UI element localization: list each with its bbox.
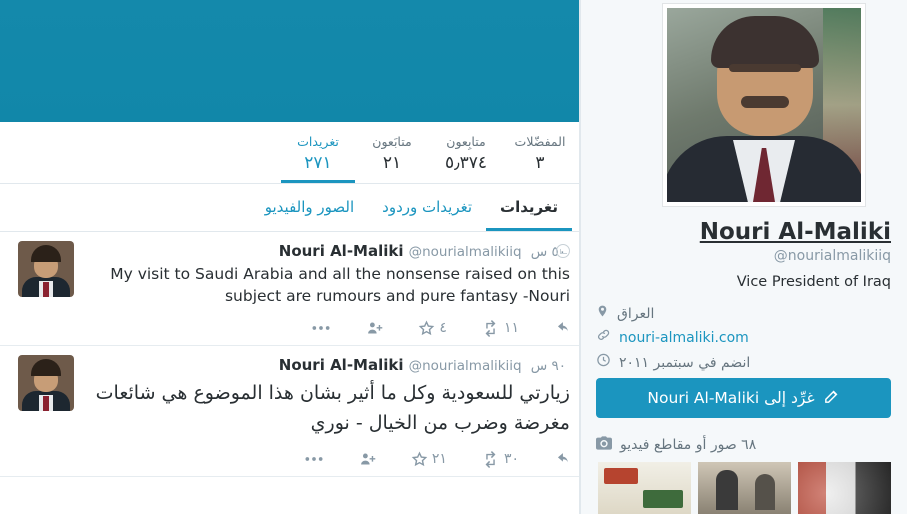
tweet-retweet-button[interactable]: [481, 320, 519, 337]
stats-list: [281, 122, 577, 184]
reply-indicator-icon: [556, 244, 570, 258]
tweet-fullname[interactable]: Nouri Al-Maliki: [278, 242, 404, 260]
tweet-retweet-button[interactable]: [481, 451, 519, 468]
tab-tweets[interactable]: تغريدات: [486, 184, 572, 231]
profile-sidebar: [580, 0, 907, 514]
stat-favorites[interactable]: [503, 122, 577, 183]
tweet-header: [10, 355, 570, 472]
link-icon: [596, 327, 611, 349]
tweet-actions: [74, 315, 570, 341]
tab-photos-videos[interactable]: الصور والفيديو: [264, 198, 355, 216]
tweet-favorite-button[interactable]: [418, 320, 447, 337]
photos-header[interactable]: [596, 436, 891, 454]
stat-following-label: متابَعون: [372, 134, 412, 149]
tweet-follow-button[interactable]: [365, 320, 384, 337]
tweet-favorite-count: ٢١: [431, 451, 447, 467]
tweet-content: [74, 355, 570, 472]
tweet-handle[interactable]: @nourialmalikiiq: [408, 244, 522, 260]
stat-followers-label: متابِعون: [446, 134, 486, 149]
tweet-to-user-label: غرِّد إلى Nouri Al-Maliki: [647, 389, 815, 407]
avatar[interactable]: [18, 355, 74, 411]
timeline-tabs: [251, 184, 572, 231]
stat-following[interactable]: [355, 122, 429, 183]
profile-bio: Vice President of Iraq: [736, 274, 891, 290]
profile-photo[interactable]: [663, 4, 865, 206]
tweet-item[interactable]: [0, 346, 580, 477]
stat-followers[interactable]: [429, 122, 503, 183]
stat-tweets-value: ٢٧١: [304, 153, 332, 173]
tweet-reply-button[interactable]: [553, 320, 570, 337]
stat-tweets-label: تغريدات: [297, 134, 339, 149]
tweet-reply-button[interactable]: [553, 451, 570, 468]
compose-icon: [823, 388, 840, 409]
tweet-favorite-count: ٤: [439, 320, 447, 336]
tweet-follow-button[interactable]: [358, 451, 377, 468]
profile-joined: [596, 352, 891, 374]
profile-location-text: العراق: [617, 306, 655, 322]
tweet-author-line: [74, 241, 570, 262]
tweet-author-line: [74, 355, 570, 376]
profile-joined-text: انضم في سبتمبر ٢٠١١: [619, 355, 751, 371]
timeline[interactable]: [0, 232, 580, 514]
tweet-timestamp: ٩٠ س: [530, 358, 566, 374]
photos-grid: [596, 462, 891, 514]
profile-location: [596, 303, 891, 325]
tweet-text: My visit to Saudi Arabia and all the nonsense raised on this subject are rumours and pure fantasy -Nouri: [110, 265, 570, 305]
tweet-header: [10, 241, 570, 341]
stat-tweets[interactable]: [281, 122, 355, 183]
clock-icon: [596, 352, 611, 374]
avatar[interactable]: [18, 241, 74, 297]
tweet-favorite-button[interactable]: [411, 451, 447, 468]
tweet-timestamp: ٥٠ س: [530, 244, 566, 260]
camera-icon: [596, 436, 612, 454]
tweet-content: [74, 241, 570, 341]
tweet-more-button[interactable]: [304, 455, 324, 463]
timeline-tabs-bar: [0, 184, 580, 232]
tweet-fullname[interactable]: Nouri Al-Maliki: [278, 356, 404, 374]
tweet-actions: [74, 446, 570, 472]
profile-handle[interactable]: @nourialmalikiiq: [773, 248, 891, 264]
profile-website-link[interactable]: nouri-almaliki.com: [619, 330, 749, 346]
photo-thumbnail[interactable]: [698, 462, 791, 514]
tweet-more-button[interactable]: [311, 324, 331, 332]
profile-website[interactable]: [596, 327, 891, 349]
tweet-item[interactable]: [0, 232, 580, 346]
tweet-to-user-button[interactable]: [596, 378, 891, 418]
tweet-text: زيارتي للسعودية وكل ما أثير بشان هذا الموضوع هي شائعات مغرضة وضرب من الخيال - نوري: [95, 382, 570, 434]
tab-tweets-replies[interactable]: تغريدات وردود: [382, 198, 473, 216]
stat-favorites-label: المفضّلات: [514, 134, 566, 149]
photos-header-label: ٦٨ صور أو مقاطع فيديو: [620, 437, 757, 453]
photo-thumbnail[interactable]: [598, 462, 691, 514]
profile-name[interactable]: Nouri Al-Maliki: [699, 219, 891, 245]
tweet-handle[interactable]: @nourialmalikiiq: [408, 358, 522, 374]
stat-favorites-value: ٣: [535, 153, 545, 173]
tweet-retweet-count: ١١: [503, 320, 519, 336]
photo-thumbnail[interactable]: [798, 462, 891, 514]
stat-following-value: ٢١: [382, 153, 402, 173]
location-pin-icon: [596, 303, 609, 325]
stat-followers-value: ٥٫٣٧٤: [444, 153, 488, 173]
tweet-retweet-count: ٣٠: [503, 451, 519, 467]
